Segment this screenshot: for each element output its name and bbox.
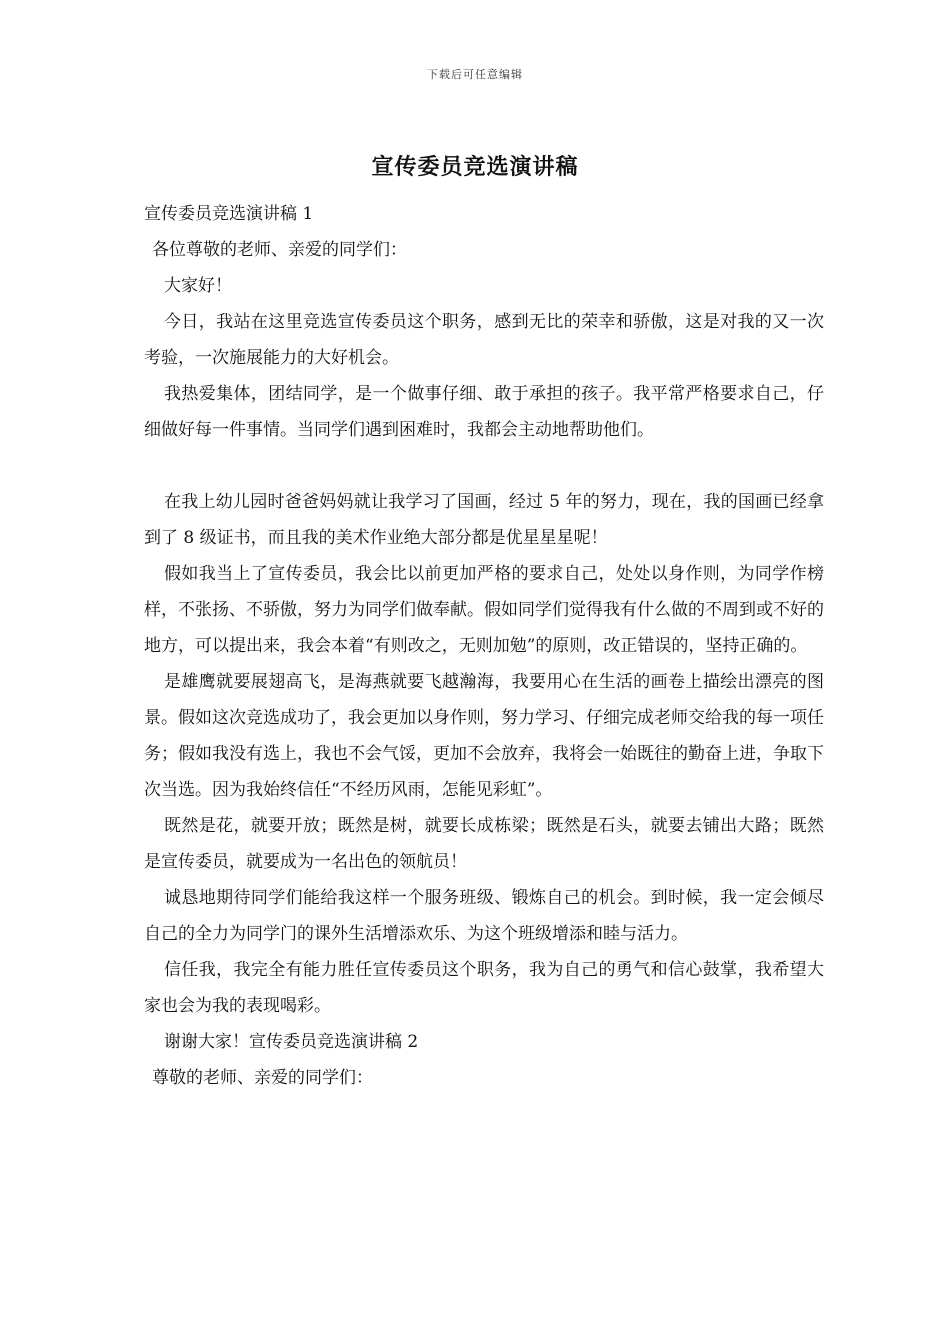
section-subtitle: 宣传委员竞选演讲稿 1 [144,204,314,224]
closing-line: 谢谢大家！宣传委员竞选演讲稿 2 [164,1032,419,1052]
document-body [144,196,824,1096]
paragraph: 我热爱集体，团结同学，是一个做事仔细、敢于承担的孩子。我平常严格要求自己，仔细做好每一件事情。当同学们遇到困难时，我都会主动地帮助他们。 [144,384,824,440]
greeting-2: 尊敬的老师、亲爱的同学们： [152,1068,373,1088]
paragraph: 在我上幼儿园时爸爸妈妈就让我学习了国画，经过 5 年的努力，现在，我的国画已经拿到了 8 级证书，而且我的美术作业绝大部分都是优星星星呢！ [144,492,824,548]
paragraph: 是雄鹰就要展翅高飞，是海燕就要飞越瀚海，我要用心在生活的画卷上描绘出漂亮的图景。假如这次竞选成功了，我会更加以身作则，努力学习、仔细完成老师交给我的每一项任务；假如我没有选上，我也不会气馁，更加不会放弃，我将会一始既往的勤奋上进，争取下次当选。因为我始终信任“不经历风雨，怎能见彩虹”。 [144,672,824,800]
document-title: 宣传委员竞选演讲稿 [371,154,579,180]
blank-line [144,448,824,484]
paragraph: 既然是花，就要开放；既然是树，就要长成栋梁；既然是石头，就要去铺出大路；既然是宣传委员，就要成为一名出色的领航员！ [144,816,824,872]
header-note: 下载后可任意编辑 [427,68,523,81]
paragraph: 假如我当上了宣传委员，我会比以前更加严格的要求自己，处处以身作则，为同学作榜样，不张扬、不骄傲，努力为同学们做奉献。假如同学们觉得我有什么做的不周到或不好的地方，可以提出来，我会本着“有则改之，无则加勉”的原则，改正错误的，坚持正确的。 [144,564,824,656]
hello-line: 大家好！ [164,276,232,296]
paragraph: 诚恳地期待同学们能给我这样一个服务班级、锻炼自己的机会。到时候，我一定会倾尽自己的全力为同学门的课外生活增添欢乐、为这个班级增添和睦与活力。 [144,888,824,944]
greeting: 各位尊敬的老师、亲爱的同学们： [152,240,407,260]
paragraph: 信任我，我完全有能力胜任宣传委员这个职务，我为自己的勇气和信心鼓掌，我希望大家也会为我的表现喝彩。 [144,960,824,1016]
paragraph: 今日，我站在这里竞选宣传委员这个职务，感到无比的荣幸和骄傲，这是对我的又一次考验，一次施展能力的大好机会。 [144,312,824,368]
